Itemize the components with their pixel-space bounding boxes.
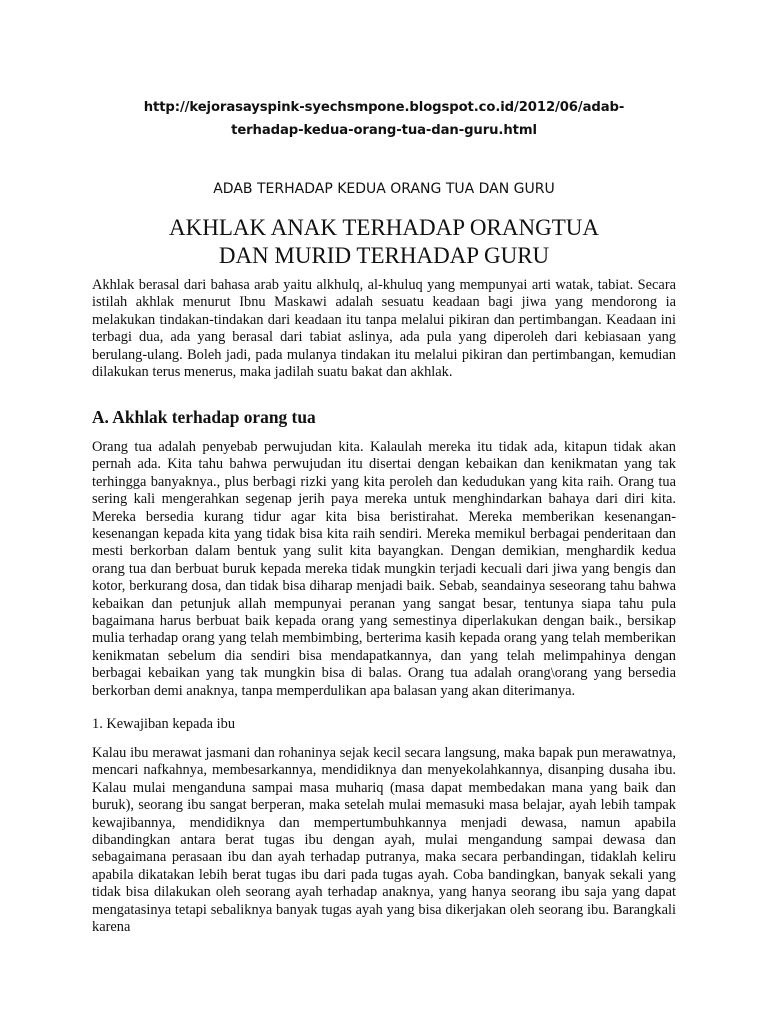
document-title-line-2: DAN MURID TERHADAP GURU [218,243,550,268]
kewajiban-ibu-paragraph: Kalau ibu merawat jasmani dan rohaninya sejak kecil secara langsung, maka bapak pun merawatnya, mencari nafkahnya, membesarkannya, mendidiknya dan menyekolahkannya, disanping dusaha ibu. Kalau mulai menganduna sampai masa muhariq (masa dapat membedakan mana yang baik dan buruk), seorang ibu sangat berperan, maka setelah mulai memasuki masa belajar, ayah lebih tampak kewajibannya, mendidiknya dan mempertumbuhkannya menjadi dewasa, namun apabila dibandingkan antara berat tugas ibu dengan ayah, mulai mengandung sampai dewasa dan sebagaimana perasaan ibu dan ayah terhadap putranya, maka secara perbandingan, tidaklah keliru apabila dikatakan lebih berat tugas ibu dari pada tugas ayah. Coba bandingkan, banyak sekali yang tidak bisa dilakukan oleh seorang ayah terhadap anaknya, yang hanya seorang ibu saja yang dapat mengatasinya tetapi sebaliknya banyak tugas ayah yang bisa dikerjakan oleh seorang ibu. Barangkali karena [92,745,676,936]
source-url[interactable] [100,96,668,142]
subsection-1-heading: 1. Kewajiban kepada ibu [92,716,236,732]
document-subheading: ADAB TERHADAP KEDUA ORANG TUA DAN GURU [213,181,555,197]
orang-tua-paragraph: Orang tua adalah penyebab perwujudan kita. Kalaulah mereka itu tidak ada, kitapun tidak akan pernah ada. Kita tahu bahwa perwujudan itu disertai dengan kebaikan dan kenikmatan yang tak terhingga banyaknya., plus berbagi rizki yang kita peroleh dan kedudukan yang kita raih. Orang tua sering kali mengerahkan segenap jerih paya mereka untuk menghindarkan bahaya dari diri kita. Mereka bersedia kurang tidur agar kita bisa beristirahat. Mereka memberikan kesenangan-kesenangan kepada kita yang tidak bisa kita raih sendiri. Mereka memikul berbagai penderitaan dan mesti berkorban dalam bentuk yang sulit kita bayangkan. Dengan demikian, menghardik kedua orang tua dan berbuat buruk kepada mereka tidak mungkin terjadi kecuali dari jiwa yang bengis dan kotor, berkurang dosa, dan tidak bisa diharap menjadi baik. Sebab, seandainya seseorang tahu bahwa kebaikan dan petunjuk allah mempunyai peranan yang sangat besar, tentunya siapa tahu pula bagaimana harus berbuat baik kepada orang yang semestinya diperlakukan dengan baik., bersikap mulia terhadap orang yang telah membimbing, berterima kasih kepada orang yang telah memberikan kenikmatan sebelum dia sendiri bisa mendapatkannya, dan yang telah melimpahinya dengan berbagai kebaikan yang tak mungkin bisa di balas. Orang tua adalah orang\orang yang bersedia berkorban demi anaknya, tanpa memperdulikan apa balasan yang akan diterimanya. [92,439,676,699]
section-a-heading: A. Akhlak terhadap orang tua [92,407,316,427]
intro-paragraph: Akhlak berasal dari bahasa arab yaitu alkhulq, al-khuluq yang mempunyai arti watak, tabiat. Secara istilah akhlak menurut Ibnu Maskawi adalah sesuatu keadaan bagi jiwa yang mendorong ia melakukan tindakan-tindakan dari keadaan itu tanpa melalui pikiran dan pertimbangan. Keadaan ini terbagi dua, ada yang berasal dari tabiat aslinya, ada pula yang diperoleh dari kebiasaan yang berulang-ulang. Boleh jadi, pada mulanya tindakan itu melalui pikiran dan pertimbangan, kemudian dilakukan terus menerus, maka jadilah suatu bakat dan akhlak. [92,277,676,381]
source-url-line-1[interactable]: http://kejorasayspink-syechsmpone.blogspot.co.id/2012/06/adab- [143,100,625,115]
source-url-line-2[interactable]: terhadap-kedua-orang-tua-dan-guru.html [231,123,537,138]
document-title-line-1: AKHLAK ANAK TERHADAP ORANGTUA [169,215,599,240]
document-title [92,214,676,270]
